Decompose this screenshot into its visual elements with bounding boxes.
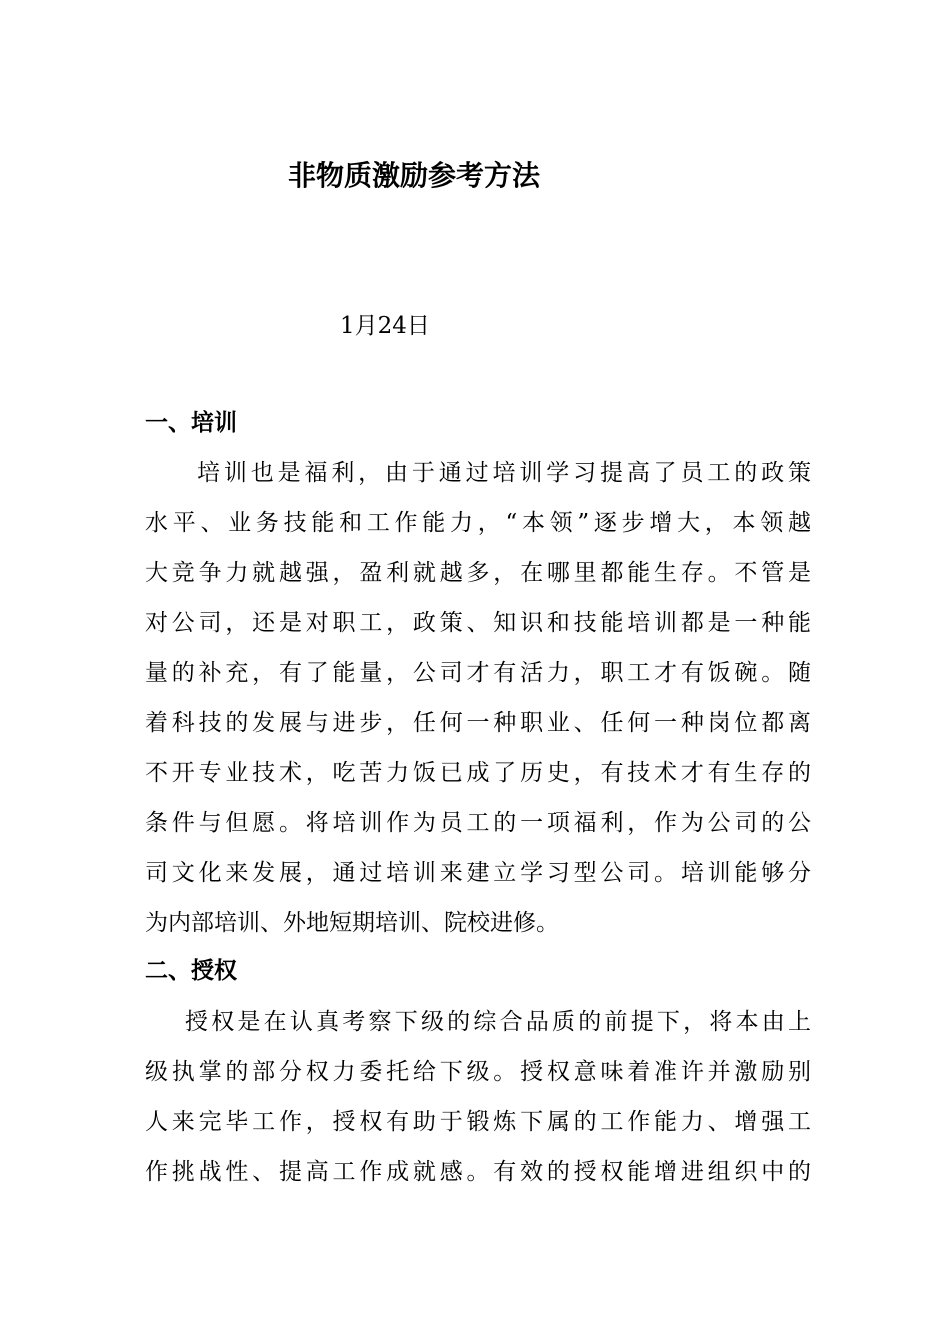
paragraph-line: 量的补充，有了能量，公司才有活力，职工才有饭碗。随	[145, 660, 811, 686]
section-paragraph-training	[145, 448, 811, 948]
section-heading-training: 一、培训	[145, 409, 237, 436]
paragraph-line: 培训也是福利，由于通过培训学习提高了员工的政策	[197, 460, 811, 486]
paragraph-line: 作挑战性、提高工作成就感。有效的授权能增进组织中的	[145, 1159, 811, 1185]
paragraph-line: 水平、业务技能和工作能力，“本领”逐步增大，本领越	[145, 510, 811, 536]
paragraph-line: 司文化来发展，通过培训来建立学习型公司。培训能够分	[145, 860, 811, 886]
paragraph-line: 对公司，还是对职工，政策、知识和技能培训都是一种能	[145, 610, 811, 636]
paragraph-line: 为内部培训、外地短期培训、院校进修。	[145, 910, 559, 936]
document-title: 非物质激励参考方法	[288, 159, 541, 192]
paragraph-line: 不开专业技术，吃苦力饭已成了历史，有技术才有生存的	[145, 760, 811, 786]
section-paragraph-authorization	[145, 997, 811, 1197]
document-date: 1月24日	[340, 313, 430, 339]
paragraph-line: 大竞争力就越强，盈利就越多，在哪里都能生存。不管是	[145, 560, 811, 586]
paragraph-line: 级执掌的部分权力委托给下级。授权意味着准许并激励别	[145, 1059, 811, 1085]
paragraph-line: 着科技的发展与进步，任何一种职业、任何一种岗位都离	[145, 710, 811, 736]
paragraph-line: 条件与但愿。将培训作为员工的一项福利，作为公司的公	[145, 810, 811, 836]
section-heading-authorization: 二、授权	[145, 957, 237, 984]
paragraph-line: 人来完毕工作，授权有助于锻炼下属的工作能力、增强工	[145, 1109, 811, 1135]
paragraph-line: 授权是在认真考察下级的综合品质的前提下，将本由上	[185, 1009, 811, 1035]
